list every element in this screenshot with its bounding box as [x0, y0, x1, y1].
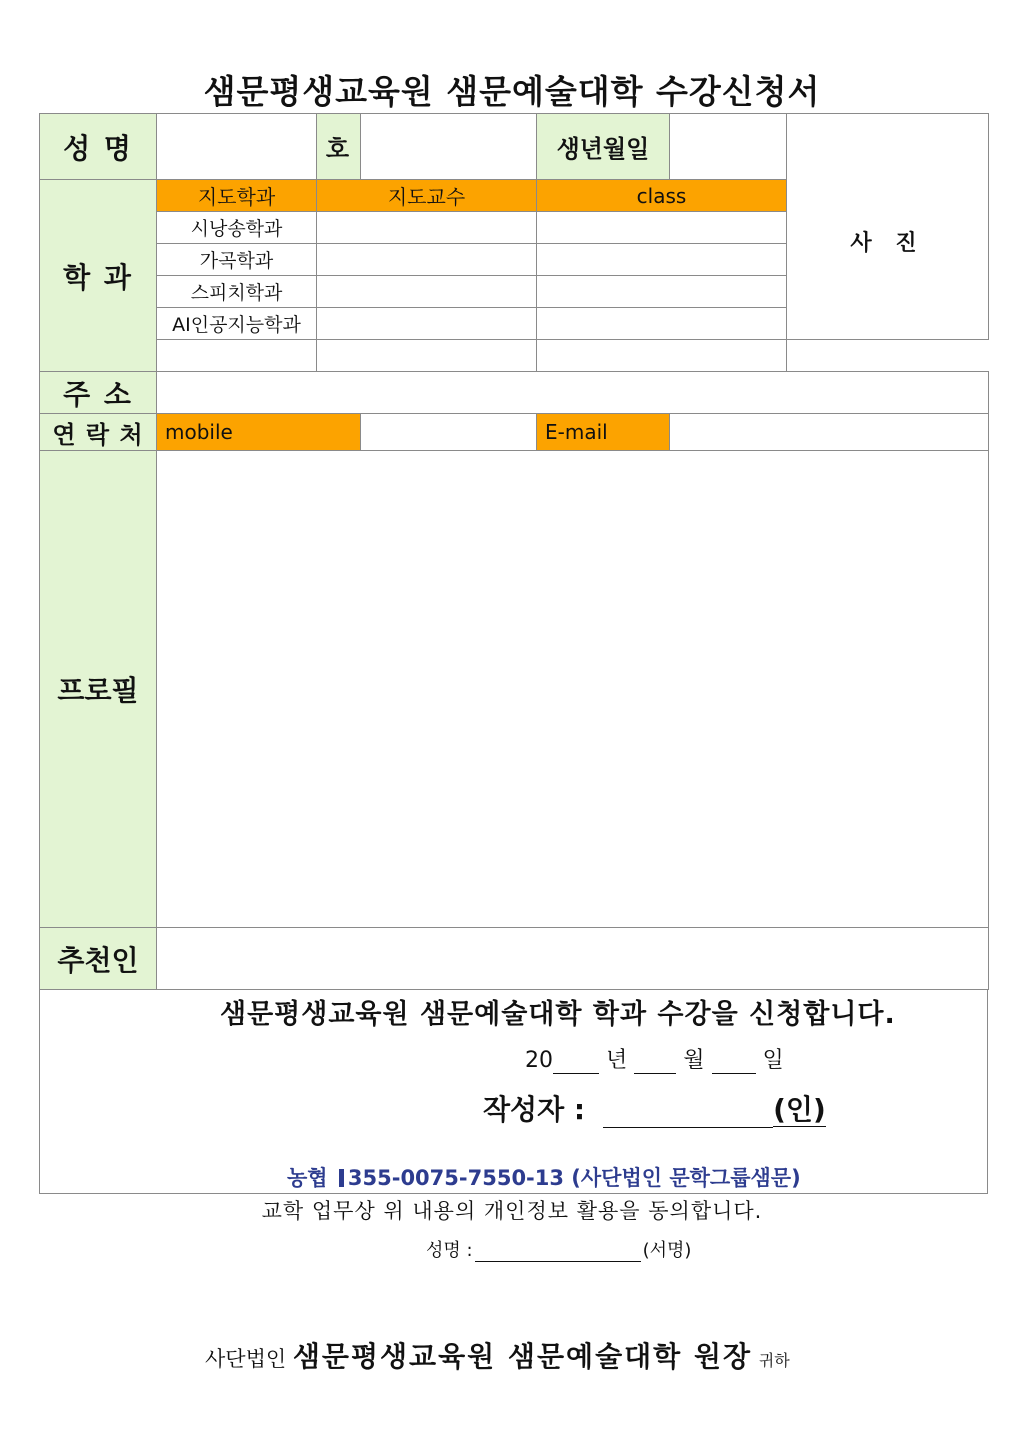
profile-label: 프로필 [40, 451, 157, 928]
professor-input[interactable] [317, 212, 537, 244]
department-label: 학 과 [40, 180, 157, 372]
form-title: 샘문평생교육원 샘문예술대학 수강신청서 [203, 72, 821, 111]
application-statement: 샘문평생교육원 샘문예술대학 학과 수강을 신청합니다. [220, 999, 896, 1030]
recommender-label: 추천인 [40, 928, 157, 990]
date-line [525, 1043, 784, 1074]
email-input[interactable] [670, 414, 989, 451]
contact-label: 연 락 처 [40, 414, 157, 451]
mobile-label: mobile [157, 414, 361, 451]
dept-header-professor: 지도교수 [317, 180, 537, 212]
month-label: 월 [683, 1048, 705, 1073]
day-label: 일 [762, 1048, 784, 1073]
bank-separator-icon [339, 1169, 344, 1187]
application-form-table [39, 113, 989, 990]
signature-line [426, 1236, 691, 1262]
email-label: E-mail [537, 414, 670, 451]
sign-suffix: (서명) [642, 1240, 692, 1261]
footer-suffix: 귀하 [758, 1351, 790, 1370]
birth-label: 생년월일 [537, 114, 670, 180]
dept-header-class: class [537, 180, 787, 212]
professor-input[interactable] [317, 276, 537, 308]
ho-input[interactable] [361, 114, 537, 180]
footer-addressee [205, 1335, 790, 1375]
photo-area[interactable]: 사 진 [787, 114, 989, 340]
class-input[interactable] [537, 276, 787, 308]
profile-input[interactable] [157, 451, 989, 928]
signature-field[interactable] [475, 1245, 641, 1262]
year-label: 년 [606, 1048, 628, 1073]
consent-text: 교학 업무상 위 내용의 개인정보 활용을 동의합니다. [261, 1199, 763, 1223]
birth-input[interactable] [670, 114, 787, 180]
recommender-input[interactable] [157, 928, 989, 990]
address-label: 주 소 [40, 372, 157, 414]
name-input[interactable] [157, 114, 317, 180]
class-input[interactable] [537, 244, 787, 276]
bank-info [287, 1162, 801, 1192]
day-field[interactable] [712, 1053, 756, 1074]
professor-input[interactable] [317, 340, 537, 372]
professor-input[interactable] [317, 308, 537, 340]
bank-account: 355-0075-7550-13 (사단법인 문학그룹샘문) [347, 1166, 801, 1190]
dept-row-name: 시낭송학과 [157, 212, 317, 244]
dept-row-name [157, 340, 317, 372]
writer-field[interactable] [603, 1101, 773, 1128]
sign-label: 성명 : [426, 1240, 473, 1261]
year-field[interactable] [553, 1053, 599, 1074]
writer-label: 작성자 : [483, 1093, 586, 1126]
dept-row-name: 가곡학과 [157, 244, 317, 276]
dept-header-department: 지도학과 [157, 180, 317, 212]
name-label: 성 명 [40, 114, 157, 180]
ho-label: 호 [317, 114, 361, 180]
footer-org: 샘문평생교육원 샘문예술대학 원장 [292, 1340, 753, 1373]
dept-row-name: 스피치학과 [157, 276, 317, 308]
professor-input[interactable] [317, 244, 537, 276]
seal-mark: (인) [773, 1093, 826, 1126]
class-input[interactable] [537, 212, 787, 244]
year-prefix: 20 [525, 1048, 553, 1073]
dept-row-name: AI인공지능학과 [157, 308, 317, 340]
class-input[interactable] [537, 340, 787, 372]
bank-name: 농협 [287, 1166, 328, 1190]
footer-prefix: 사단법인 [205, 1347, 287, 1371]
class-input[interactable] [537, 308, 787, 340]
month-field[interactable] [634, 1053, 676, 1074]
mobile-input[interactable] [361, 414, 537, 451]
writer-line [483, 1088, 826, 1128]
address-input[interactable] [157, 372, 989, 414]
